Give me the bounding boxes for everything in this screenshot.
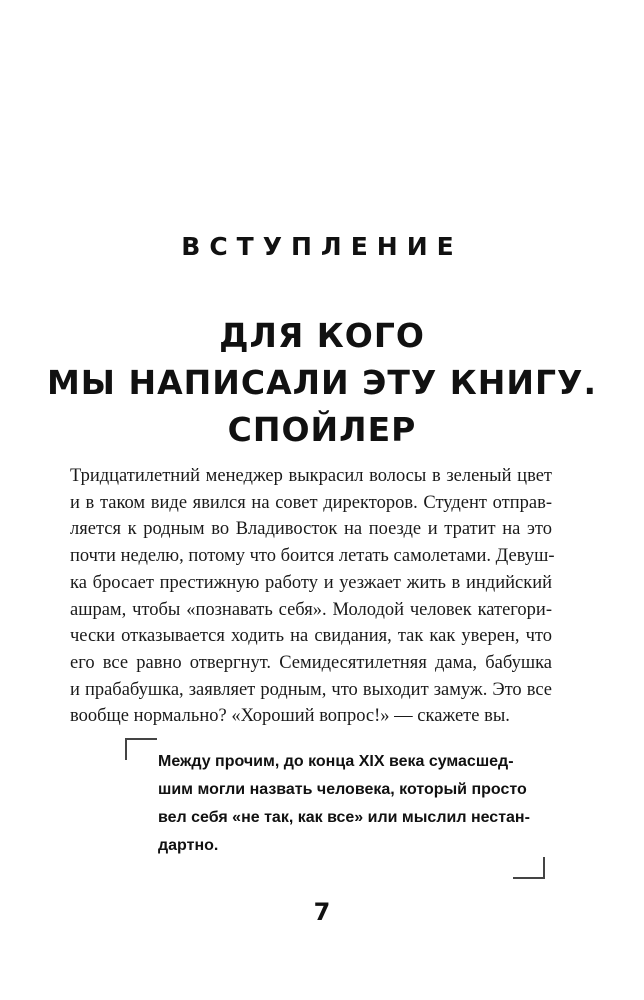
note-line: вел себя «не так, как все» или мыслил нестан- <box>158 809 530 826</box>
body-paragraph <box>70 463 555 730</box>
chapter-title-line: ДЛЯ КОГО <box>219 316 425 355</box>
note-line: дартно. <box>158 837 219 854</box>
note-corner-bottom-right <box>513 857 545 879</box>
body-line: ка бросает престижную работу и уезжает жить в индийский <box>70 572 552 593</box>
body-line: Тридцатилетний менеджер выкрасил волосы в зеленый цвет <box>70 466 552 486</box>
body-line: и в таком виде явился на совет директоров. Студент отправ- <box>70 492 552 513</box>
chapter-label: ВСТУПЛЕНИЕ <box>181 232 463 261</box>
body-line: его все равно отвергнут. Семидесятилетняя дама, бабушка <box>70 652 552 673</box>
page-number: 7 <box>313 898 331 926</box>
sidebar-note <box>158 748 538 860</box>
chapter-title-line: СПОЙЛЕР <box>227 410 417 449</box>
note-corner-top-left <box>125 738 157 760</box>
note-line: шим могли назвать человека, который просто <box>158 781 527 798</box>
body-line: вообще нормально? «Хороший вопрос!» — скажете вы. <box>70 706 510 727</box>
chapter-title-line: МЫ НАПИСАЛИ ЭТУ КНИГУ. <box>46 363 598 402</box>
body-line: чески отказывается ходить на свидания, так как уверен, что <box>70 626 552 647</box>
chapter-title <box>0 312 644 453</box>
body-line: и прабабушка, заявляет родным, что выходит замуж. Это все <box>70 679 552 700</box>
body-line: ляется к родным во Владивосток на поезде и тратит на это <box>70 519 552 540</box>
body-line: ашрам, чтобы «познавать себя». Молодой человек категори- <box>70 599 552 620</box>
note-line: Между прочим, до конца XIX века сумасшед- <box>158 753 514 770</box>
body-line: почти неделю, потому что боится летать самолетами. Девуш- <box>70 546 555 567</box>
